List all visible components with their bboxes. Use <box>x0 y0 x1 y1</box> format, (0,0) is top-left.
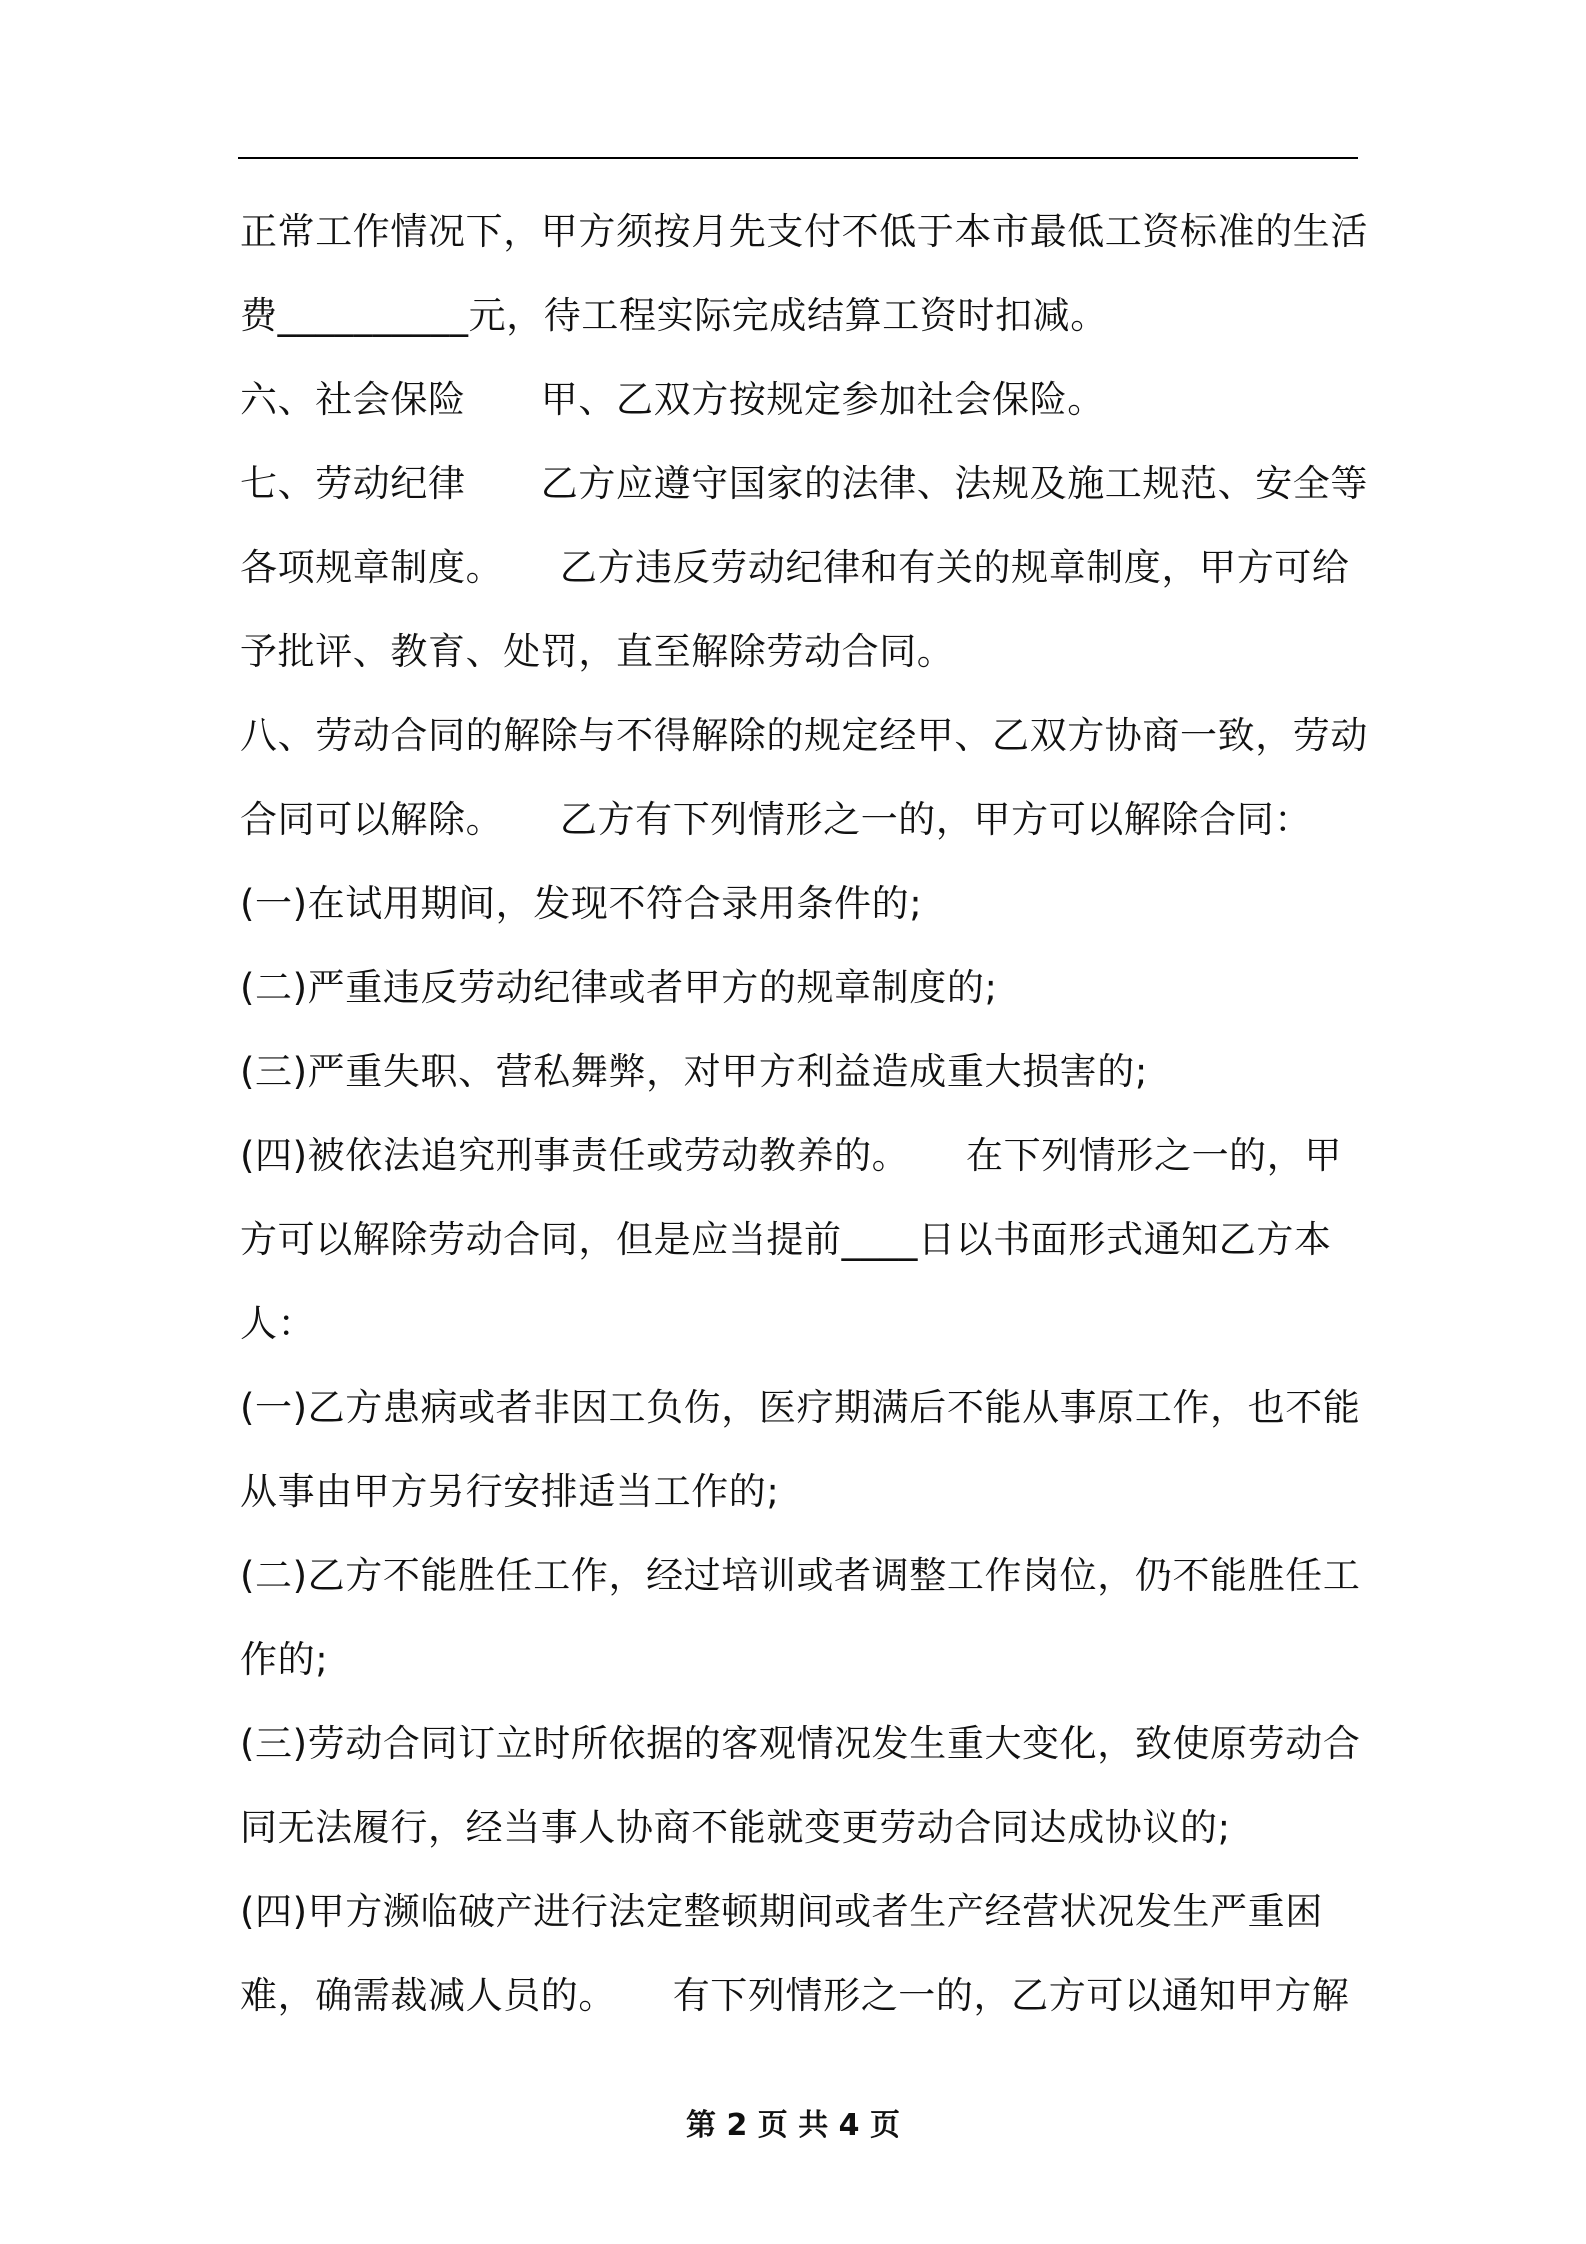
body-line: 合同可以解除。 乙方有下列情形之一的，甲方可以解除合同： <box>240 798 1312 841</box>
body-line: 八、劳动合同的解除与不得解除的规定经甲、乙双方协商一致，劳动 <box>240 714 1368 757</box>
body-line: 难，确需裁减人员的。 有下列情形之一的，乙方可以通知甲方解 <box>240 1974 1350 2017</box>
body-line: 六、社会保险 甲、乙双方按规定参加社会保险。 <box>240 378 1105 421</box>
body-line: 七、劳动纪律 乙方应遵守国家的法律、法规及施工规范、安全等 <box>240 462 1368 505</box>
body-line: (二)乙方不能胜任工作，经过培训或者调整工作岗位，仍不能胜任工 <box>240 1554 1361 1597</box>
body-line: 费__________元，待工程实际完成结算工资时扣减。 <box>240 294 1108 337</box>
body-line: 正常工作情况下，甲方须按月先支付不低于本市最低工资标准的生活 <box>240 210 1368 253</box>
header-rule <box>238 157 1358 159</box>
body-line: (一)乙方患病或者非因工负伤，医疗期满后不能从事原工作，也不能 <box>240 1386 1361 1429</box>
body-line: 予批评、教育、处罚，直至解除劳动合同。 <box>240 630 955 673</box>
body-line: (三)劳动合同订立时所依据的客观情况发生重大变化，致使原劳动合 <box>240 1722 1361 1765</box>
body-line: 同无法履行，经当事人协商不能就变更劳动合同达成协议的; <box>240 1806 1231 1849</box>
body-line: 作的; <box>240 1638 329 1681</box>
body-line: (三)严重失职、营私舞弊，对甲方利益造成重大损害的; <box>240 1050 1148 1093</box>
body-line: (一)在试用期间，发现不符合录用条件的; <box>240 882 923 925</box>
body-line: (二)严重违反劳动纪律或者甲方的规章制度的; <box>240 966 998 1009</box>
body-line: 从事由甲方另行安排适当工作的; <box>240 1470 780 1513</box>
document-body <box>240 190 1368 2038</box>
page-number-footer: 第 2 页 共 4 页 <box>686 2108 900 2143</box>
body-line: 各项规章制度。 乙方违反劳动纪律和有关的规章制度，甲方可给 <box>240 546 1350 589</box>
body-line: (四)被依法追究刑事责任或劳动教养的。 在下列情形之一的，甲 <box>240 1134 1342 1177</box>
body-line: (四)甲方濒临破产进行法定整顿期间或者生产经营状况发生严重困 <box>240 1890 1323 1933</box>
body-line: 方可以解除劳动合同，但是应当提前____日以书面形式通知乙方本 <box>240 1218 1332 1261</box>
body-line: 人： <box>240 1302 316 1345</box>
